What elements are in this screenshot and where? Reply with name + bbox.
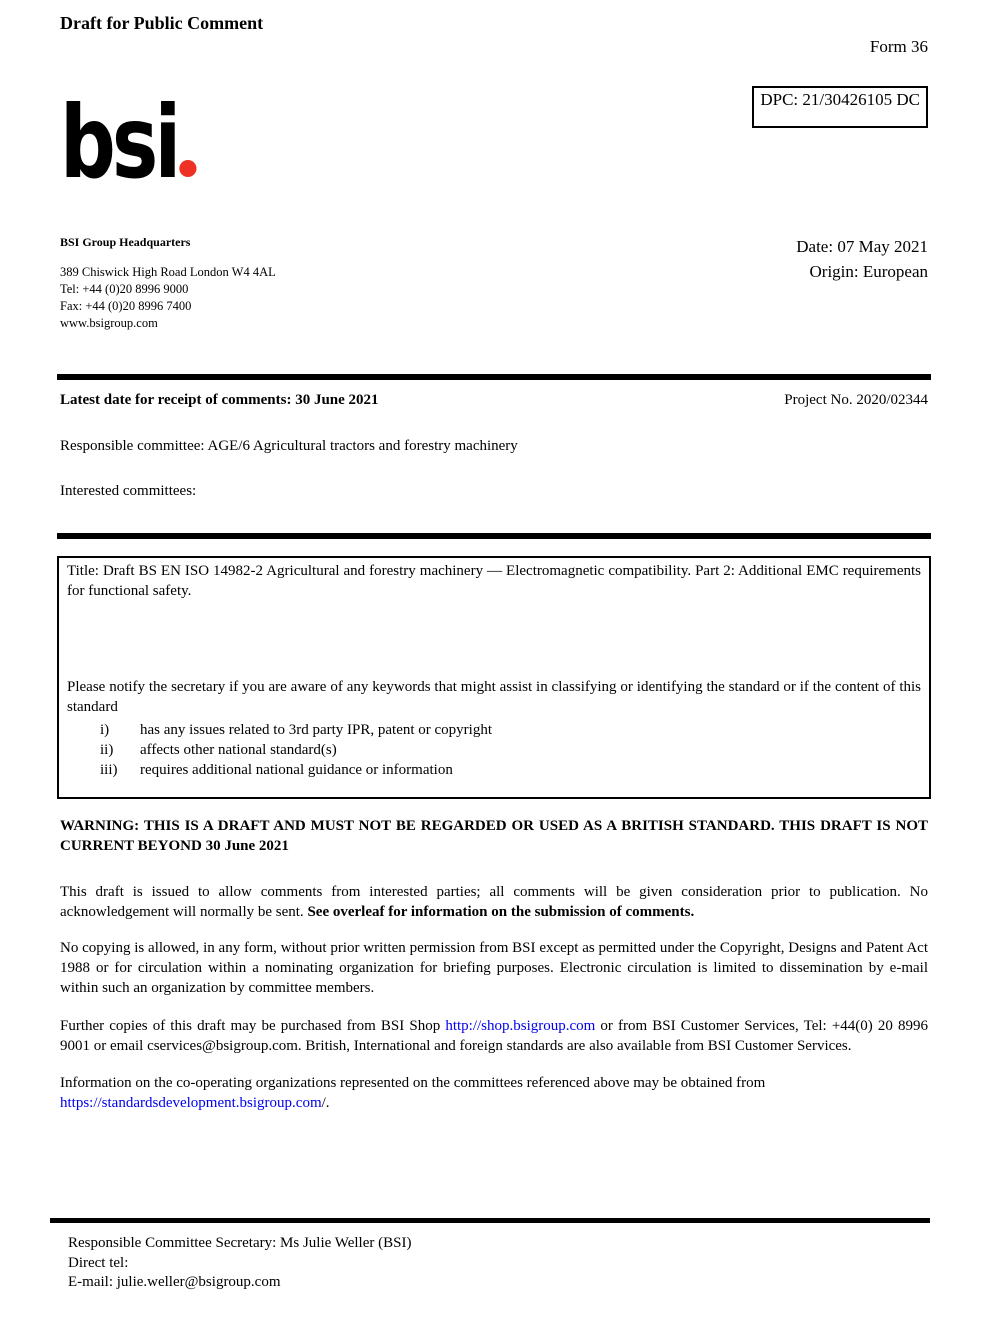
draft-issued-text: This draft is issued to allow comments from interested parties; all comments will be given consideration prior to publication. No acknowledgement will normally be sent. bbox=[60, 884, 928, 920]
hq-website: www.bsigroup.com bbox=[60, 316, 158, 330]
list-item-text: affects other national standard(s) bbox=[140, 742, 337, 758]
keyword-issues-list bbox=[67, 720, 921, 780]
paragraph-cooperating-info bbox=[60, 1073, 928, 1113]
comments-deadline-row bbox=[60, 390, 928, 410]
footer-section bbox=[50, 1218, 930, 1293]
headquarters-row bbox=[60, 234, 928, 332]
bsi-logo-inner bbox=[60, 84, 197, 201]
hq-title: BSI Group Headquarters bbox=[60, 235, 191, 249]
hq-fax: Fax: +44 (0)20 8996 7400 bbox=[60, 299, 192, 313]
bsi-logo-dot-icon bbox=[180, 160, 197, 177]
project-number: Project No. 2020/02344 bbox=[784, 392, 928, 408]
dpc-reference-box: DPC: 21/30426105 DC bbox=[752, 86, 928, 128]
list-item-text: has any issues related to 3rd party IPR, patent or copyright bbox=[140, 722, 493, 738]
list-item-number: i) bbox=[100, 722, 110, 738]
divider-bar-middle bbox=[57, 533, 931, 539]
paragraph-further-copies bbox=[60, 1016, 928, 1056]
responsible-committee: Responsible committee: AGE/6 Agricultural tractors and forestry machinery bbox=[60, 438, 518, 454]
secretary-direct-tel: Direct tel: bbox=[68, 1254, 129, 1271]
hq-tel: Tel: +44 (0)20 8996 9000 bbox=[60, 282, 189, 296]
form-number: Form 36 bbox=[869, 37, 928, 56]
list-item-number: ii) bbox=[100, 742, 114, 758]
list-item bbox=[67, 720, 921, 740]
list-item bbox=[67, 760, 921, 780]
committee-secretary-block bbox=[68, 1234, 930, 1293]
bsi-shop-link[interactable]: http://shop.bsigroup.com bbox=[445, 1018, 596, 1034]
latest-date-label: Latest date for receipt of comments: 30 June 2021 bbox=[60, 392, 379, 408]
cooperating-info-post: /. bbox=[321, 1095, 330, 1111]
title-box bbox=[57, 556, 931, 799]
divider-bar-top bbox=[57, 374, 931, 380]
further-copies-text-post: or from BSI Customer Services, Tel: +44(0) 20 8996 9001 or email cservices@bsigroup.com. British, International and foreign standards are also available from BSI Customer Services. bbox=[60, 1018, 928, 1054]
list-item-text: requires additional national guidance or information bbox=[140, 762, 453, 778]
bsi-logo-text: bsi bbox=[60, 84, 178, 201]
origin-value: Origin: European bbox=[809, 262, 928, 281]
headquarters-block bbox=[60, 234, 276, 332]
notify-secretary-text: Please notify the secretary if you are aware of any keywords that might assist in classifying or identifying the standard or if the content of this standard bbox=[67, 679, 921, 715]
see-overleaf-bold: See overleaf for information on the submission of comments. bbox=[307, 904, 695, 920]
bsi-logo bbox=[60, 84, 235, 201]
logo-row bbox=[60, 84, 928, 201]
secretary-name: Responsible Committee Secretary: Ms Julie Weller (BSI) bbox=[68, 1235, 412, 1251]
paragraph-no-copying: No copying is allowed, in any form, without prior written permission from BSI except as permitted under the Copyright, Designs and Patent Act 1988 or for circulation within a nominating organization for briefing purposes. Electronic circulation is limited to dissemination by e-mail within such an organization by committee members. bbox=[60, 940, 928, 996]
standard-title: Title: Draft BS EN ISO 14982-2 Agricultural and forestry machinery — Electromagnetic compatibility. Part 2: Additional EMC requirements for functional safety. bbox=[67, 563, 921, 599]
date-origin-block bbox=[796, 234, 928, 332]
paragraph-draft-issued bbox=[60, 882, 928, 922]
hq-address: 389 Chiswick High Road London W4 4AL bbox=[60, 265, 276, 279]
cooperating-info-text: Information on the co-operating organizations represented on the committees referenced above may be obtained from bbox=[60, 1075, 766, 1091]
divider-bar-bottom bbox=[50, 1218, 930, 1223]
draft-warning: WARNING: THIS IS A DRAFT AND MUST NOT BE REGARDED OR USED AS A BRITISH STANDARD. THIS DRAFT IS NOT CURRENT BEYOND 30 June 2021 bbox=[60, 818, 928, 854]
page-title: Draft for Public Comment bbox=[60, 13, 264, 33]
standards-development-link[interactable]: https://standardsdevelopment.bsigroup.com bbox=[60, 1095, 322, 1111]
further-copies-text: Further copies of this draft may be purchased from BSI Shop bbox=[60, 1018, 446, 1034]
interested-committees: Interested committees: bbox=[60, 483, 197, 499]
list-item bbox=[67, 740, 921, 760]
secretary-email: E-mail: julie.weller@bsigroup.com bbox=[68, 1274, 281, 1290]
list-item-number: iii) bbox=[100, 762, 118, 778]
date-value: Date: 07 May 2021 bbox=[796, 237, 928, 256]
